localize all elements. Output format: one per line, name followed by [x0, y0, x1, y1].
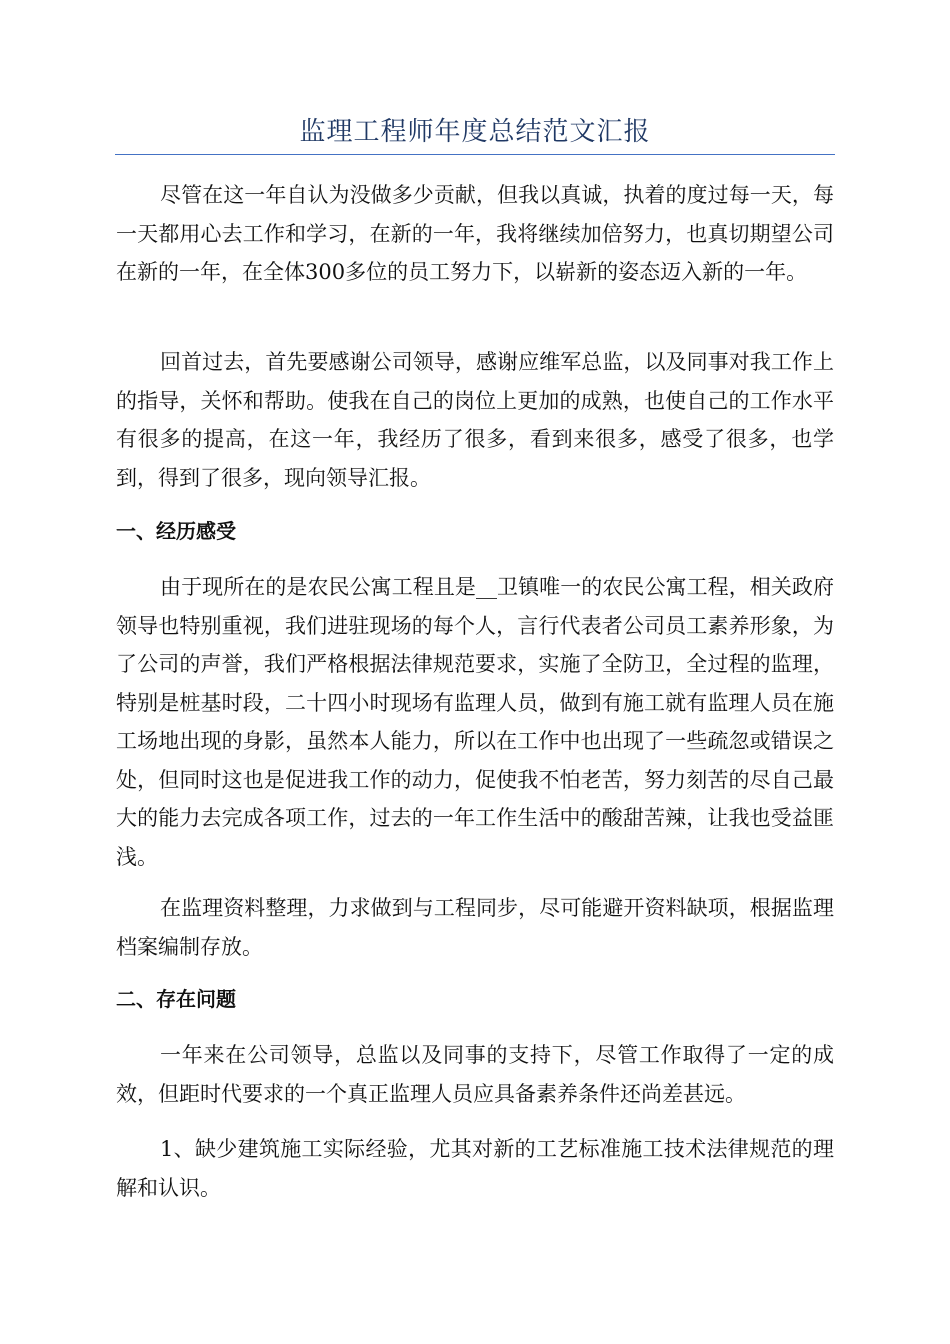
intro-paragraph-1: 尽管在这一年自认为没做多少贡献，但我以真诚，执着的度过每一天，每一天都用心去工作和学习，在新的一年，我将继续加倍努力，也真切期望公司在新的一年，在全体300多位的员工努力下，以崭新的姿态迈入新的一年。	[116, 183, 834, 284]
section-heading-problems: 二、存在问题	[116, 987, 236, 1011]
intro-paragraph-2: 回首过去，首先要感谢公司领导，感谢应维军总监，以及同事对我工作上的指导，关怀和帮助。使我在自己的岗位上更加的成熟，也使自己的工作水平有很多的提高，在这一年，我经历了很多，看到来很多，感受了很多，也学到，得到了很多，现向领导汇报。	[116, 350, 834, 490]
section1-paragraph-1: 由于现所在的是农民公寓工程且是__卫镇唯一的农民公寓工程，相关政府领导也特别重视，我们进驻现场的每个人，言行代表者公司员工素养形象，为了公司的声誉，我们严格根据法律规范要求，实施了全防卫，全过程的监理，特别是桩基时段，二十四小时现场有监理人员，做到有施工就有监理人员在施工场地出现的身影，虽然本人能力，所以在工作中也出现了一些疏忽或错误之处，但同时这也是促进我工作的动力，促使我不怕老苦，努力刻苦的尽自己最大的能力去完成各项工作，过去的一年工作生活中的酸甜苦辣，让我也受益匪浅。	[116, 575, 834, 869]
section1-paragraph-2: 在监理资料整理，力求做到与工程同步，尽可能避开资料缺项，根据监理档案编制存放。	[116, 896, 834, 959]
document-title: 监理工程师年度总结范文汇报	[299, 117, 651, 147]
section2-paragraph-2: 1、缺少建筑施工实际经验，尤其对新的工艺标准施工技术法律规范的理解和认识。	[116, 1137, 834, 1200]
section-heading-experience: 一、经历感受	[116, 519, 236, 543]
section2-paragraph-1: 一年来在公司领导，总监以及同事的支持下，尽管工作取得了一定的成效，但距时代要求的一个真正监理人员应具备素养条件还尚差甚远。	[116, 1043, 834, 1106]
title-underline	[115, 154, 835, 155]
